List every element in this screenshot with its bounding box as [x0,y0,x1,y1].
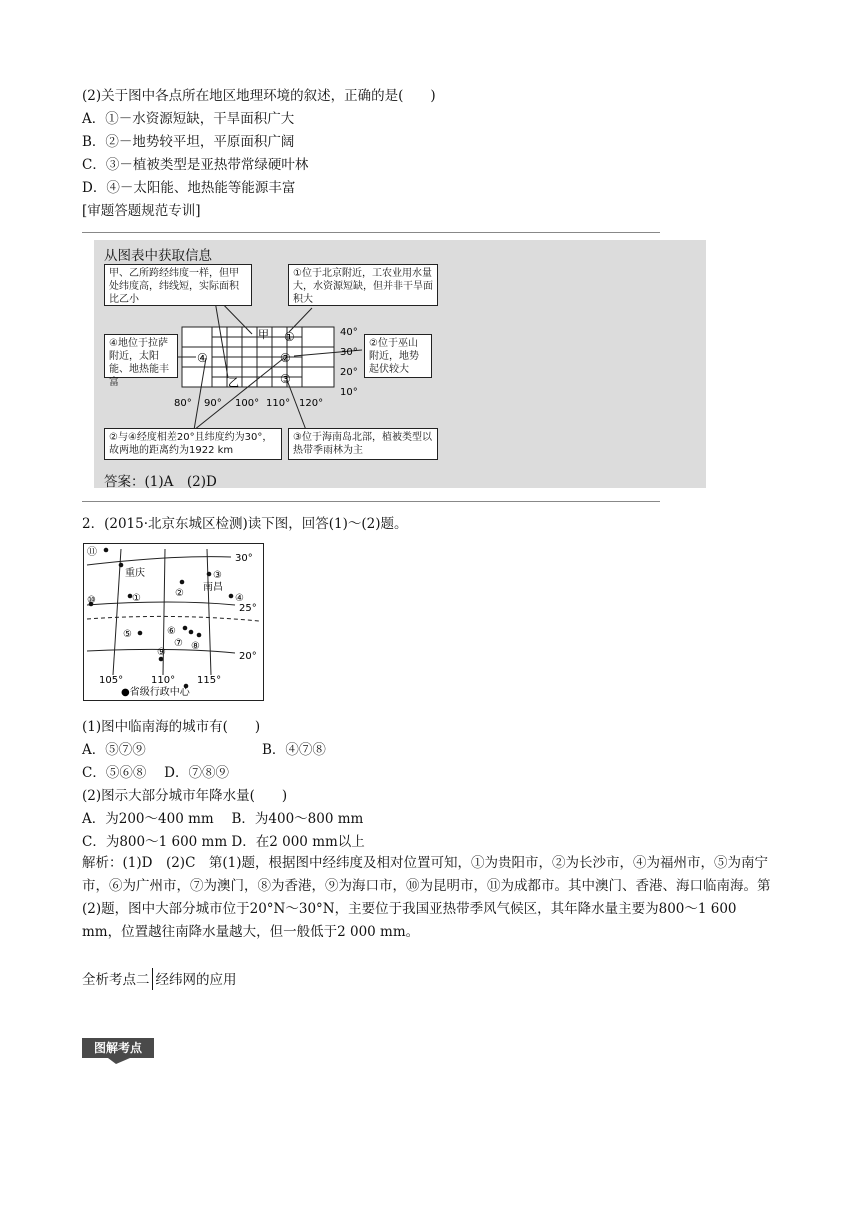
callout-point-4: ④地位于拉萨附近，太阳能、地热能丰富 [104,334,178,378]
lon-90: 90° [204,398,222,409]
latitude-30 [87,557,231,565]
map-legend: ●省级行政中心 [121,687,190,698]
callout-point-1: ①位于北京附近，工农业用水量大，水资源短缺，但并非干旱面积大 [288,264,438,306]
point-9: ⑨ [157,647,166,658]
training-label: [审题答题规范专训] [82,203,201,219]
option-b: B．②－地势较平坦，平原面积广阔 [82,134,295,150]
divider-bottom [82,501,660,502]
divider-top [82,232,660,233]
city-dot [189,630,194,635]
city-dot [229,594,234,599]
city-dot [180,580,185,585]
info-figure [94,240,706,488]
section-title [82,968,237,990]
point-1: ① [132,593,141,604]
figure-title: 从图表中获取信息 [104,248,212,264]
section-badge: 图解考点 [82,1038,154,1058]
analysis-text: 解析：(1)D (2)C 第(1)题，根据图中经纬度及相对位置可知，①为贵阳市，②为长沙市，④为福州市，⑤为南宁市，⑥为广州市，⑦为澳门，⑧为香港，⑨为海口市，⑩为昆明市，⑪为成都市。其中澳门、香港、海口临南海。第(2)题，图中大部分城市位于20°N～30°N，主要位于我国亚热带季风气候区，其年降水量主要为800～1 600 mm，位置越往南降水量越大，但一般低于2 000 mm。 [82,855,771,940]
south-china-map [83,543,264,701]
sub1-option-cd: C．⑤⑥⑧ D．⑦⑧⑨ [82,765,229,781]
question-2-intro: 2．(2015·北京东城区检测)读下图，回答(1)～(2)题。 [82,516,408,532]
tropic-line [87,616,259,621]
section-title-right: 经纬网的应用 [155,972,237,988]
city-dot [207,572,212,577]
point-2: ② [175,588,184,599]
label-point-1: ① [284,330,295,344]
lat-40: 40° [340,327,358,338]
city-dot [104,548,109,553]
point-3: ③ [213,570,222,581]
meridian-115 [207,549,211,675]
label-point-2: ② [280,351,291,365]
question-stem: (2)关于图中各点所在地区地理环境的叙述，正确的是( ) [82,88,436,104]
point-6: ⑥ [167,626,176,637]
lon-110: 110° [266,398,291,409]
city-dot [183,626,188,631]
point-4: ④ [235,593,244,604]
option-c: C．③－植被类型是亚热带常绿硬叶林 [82,157,309,173]
lon-80: 80° [174,398,192,409]
callout-jia-yi: 甲、乙所跨经纬度一样，但甲处纬度高，纬线短，实际面积比乙小 [104,264,252,306]
city-chongqing: 重庆 [125,568,145,579]
answer-text: 答案：(1)A (2)D [104,474,217,490]
lat-10: 10° [340,387,358,398]
lat-25-label: 25° [239,603,257,614]
sub1-option-a: A．⑤⑦⑨ [82,742,146,758]
city-dot [138,631,143,636]
callout-point-2: ②位于巫山附近，地势起伏较大 [364,334,432,378]
point-11: ⑪ [87,547,97,558]
section-title-left: 全析考点二 [82,972,150,988]
option-a: A．①－水资源短缺，干旱面积广大 [82,111,295,127]
lat-20-label: 20° [239,651,257,662]
lat-20: 20° [340,367,358,378]
lon-100: 100° [235,398,260,409]
callout-distance: ②与④经度相差20°且纬度约为30°，故两地的距离约为1922 km [104,428,282,460]
city-dot [197,633,202,638]
sub1-stem: (1)图中临南海的城市有( ) [82,719,261,735]
lon-115-label: 115° [197,675,222,686]
latitude-25 [87,602,235,605]
label-jia: 甲 [258,328,269,341]
lat-30-label: 30° [235,553,253,564]
lon-120: 120° [299,398,324,409]
sub2-option-ab: A．为200～400 mm B．为400～800 mm [82,811,364,827]
lon-105-label: 105° [99,675,124,686]
city-dot [119,563,124,568]
label-point-4: ④ [197,351,208,365]
south-china-map-svg [83,543,264,701]
section-divider [152,968,153,990]
lon-110-label: 110° [151,675,176,686]
label-yi: 乙 [228,376,239,389]
point-7: ⑦ [174,638,183,649]
callout-point-3: ③位于海南岛北部，植被类型以热带季雨林为主 [288,428,438,460]
sub1-option-b: B．④⑦⑧ [262,742,326,758]
label-point-3: ③ [280,372,291,386]
meridian-105 [113,549,121,675]
city-nanchang: 南昌 [203,582,223,593]
point-5: ⑤ [123,629,132,640]
point-10: ⑩ [87,595,96,606]
option-d: D．④－太阳能、地热能等能源丰富 [82,180,296,196]
point-8: ⑧ [191,641,200,652]
sub2-stem: (2)图示大部分城市年降水量( ) [82,788,288,804]
lat-30: 30° [340,347,358,358]
badge-tail [108,1058,130,1064]
sub2-option-cd: C．为800～1 600 mm D．在2 000 mm以上 [82,834,365,850]
